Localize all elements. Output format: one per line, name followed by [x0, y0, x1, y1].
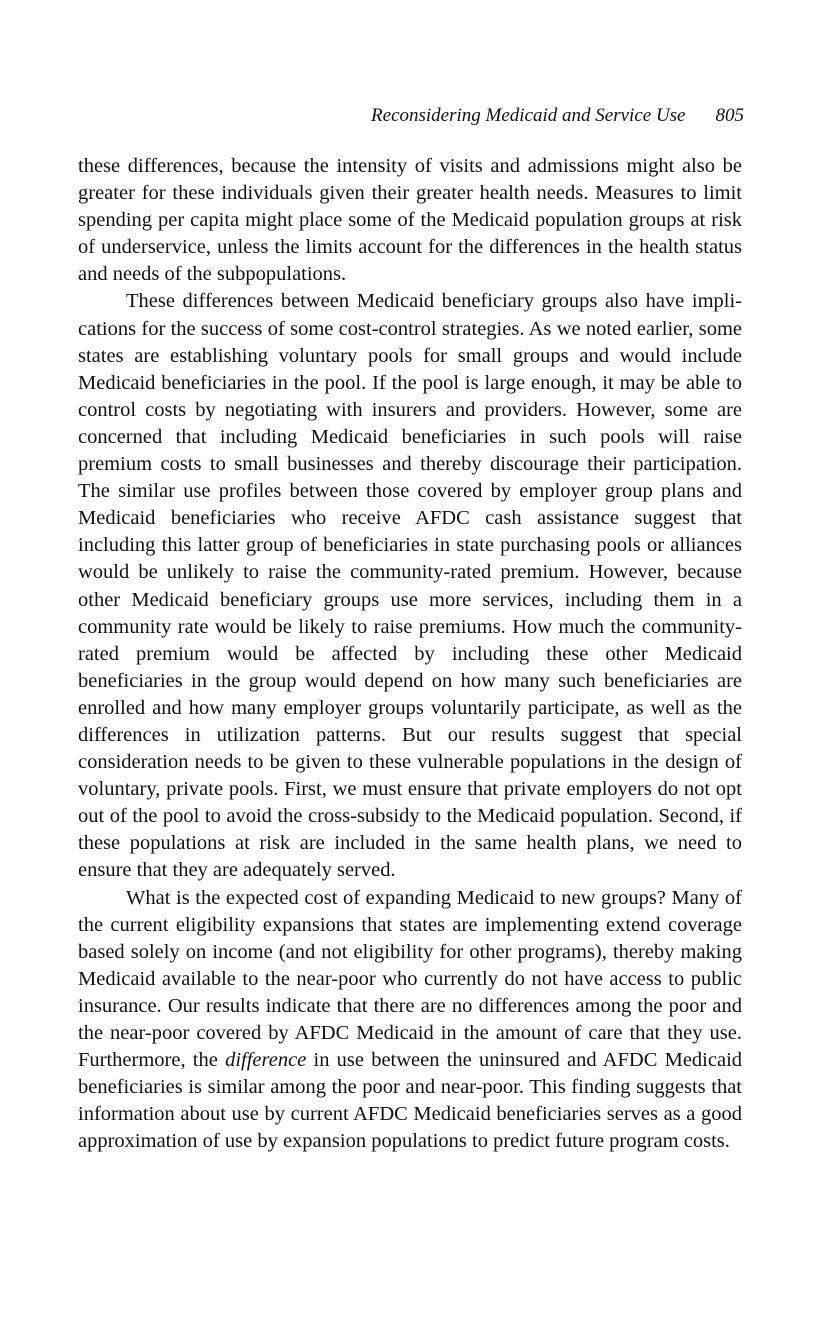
running-title: Reconsidering Medicaid and Service Use — [371, 105, 686, 126]
paragraph-cost-control: These differences between Medicaid beneficiary groups also have implications for the success of some cost-control strategies. As we noted earlier, some states are establishing voluntary pools for small groups and would include Medicaid beneficiaries in the pool. If the pool is large enough, it may be able to control costs by negotiating with insurers and providers. However, some are concerned that including Medicaid beneficiaries in such pools will raise premium costs to small businesses and thereby discourage their participation. The similar use profiles between those covered by employer group plans and Medicaid beneficiaries who receive AFDC cash assistance suggest that including this latter group of beneficiaries in state purchasing pools or alliances would be unlikely to raise the community-rated premium. However, because other Medicaid beneficiary groups use more services, including them in a community rate would be likely to raise premiums. How much the community-rated premium would be affected by including these other Medicaid beneficiaries in the group would depend on how many such beneficiaries are enrolled and how many employer groups voluntarily participate, as well as the differences in utilization patterns. But our results suggest that special consideration needs to be given to these vulnerable populations in the design of voluntary, private pools. First, we must ensure that private employers do not opt out of the pool to avoid the cross-subsidy to the Medicaid population. Second, if these populations at risk are included in the same health plans, we need to ensure that they are adequately served. — [78, 290, 742, 882]
paragraph-text-before: What is the expected cost of expanding Medicaid to new groups? Many of the current eligibility expansions that states are implementing extend coverage based solely on income (and not eligibility for other programs), thereby making Medicaid available to the near-poor who currently do not have access to public insurance. Our results indicate that there are no differences among the poor and the near-poor covered by AFDC Medicaid in the amount of care that they use. Furthermore, the — [78, 886, 742, 1072]
paragraph-expansion-cost — [78, 885, 742, 1156]
paragraph-continuation: these differences, because the intensity of visits and admissions might also be greater for these individuals given their greater health needs. Measures to limit spending per capita might place some of the Medicaid population groups at risk of underservice, unless the limits account for the differences in the health status and needs of the subpopulations. — [78, 155, 742, 286]
running-header — [371, 104, 744, 128]
body-text — [78, 153, 742, 1155]
emphasized-word: difference — [225, 1049, 307, 1072]
page-number: 805 — [715, 105, 744, 126]
paragraph-text-after: in use between the uninsured and AFDC Medicaid beneficiaries is similar among the poor and near-poor. This finding suggests that information about use by current AFDC Medicaid beneficiaries serves as a good approximation of use by expansion populations to predict future program costs. — [78, 1049, 743, 1153]
